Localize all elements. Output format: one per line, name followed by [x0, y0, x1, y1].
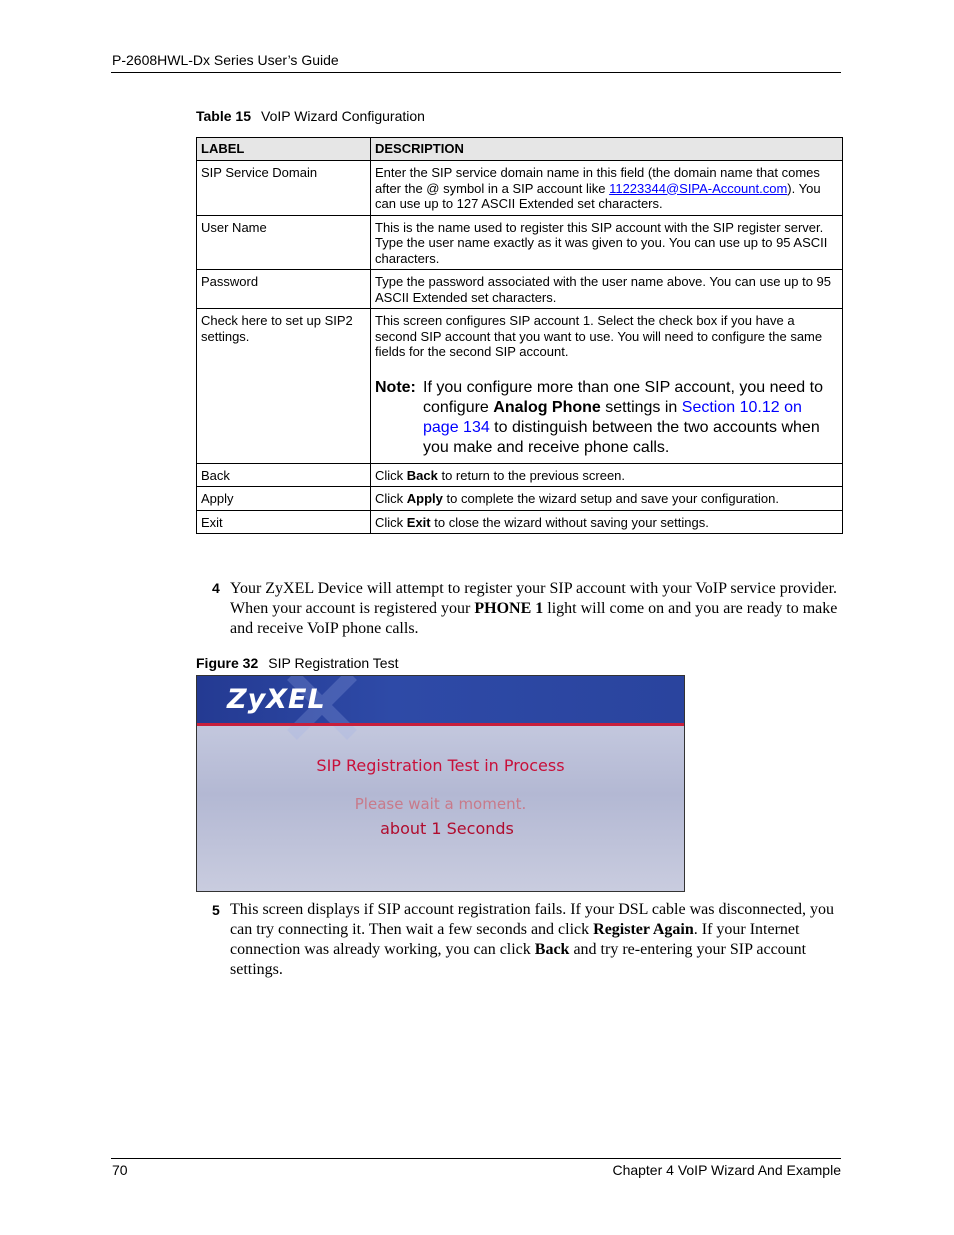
table-row [197, 161, 843, 216]
row-description: This is the name used to register this SIP account with the SIP register server. Type the user name exactly as it was given to you. You can use up to 95 ASCII characters. [371, 215, 843, 270]
table-row [197, 510, 843, 534]
table-row [197, 215, 843, 270]
row-label: User Name [197, 215, 371, 270]
elapsed-time: about 1 Seconds [380, 819, 514, 838]
header-rule [111, 72, 841, 73]
table-caption-number: Table 15 [196, 108, 251, 124]
footer-rule [111, 1158, 841, 1159]
row-description [371, 463, 843, 487]
row-description [371, 510, 843, 534]
row-label: Password [197, 270, 371, 309]
voip-wizard-table [196, 137, 843, 534]
banner-divider [197, 723, 684, 726]
row-description [371, 161, 843, 216]
description-text: Click [375, 467, 407, 483]
note-text [423, 378, 838, 458]
description-text: to complete the wizard setup and save your configuration. [442, 491, 779, 506]
table-caption [196, 108, 425, 124]
description-text: Enter the SIP service domain name in this field (the domain name that comes after the @ symbol in a SIP account like [375, 165, 820, 196]
note-block [375, 378, 838, 458]
description-text: Click [375, 514, 407, 530]
step-text: . If your Internet connection was already working, you can click [230, 921, 800, 958]
table-row [197, 487, 843, 511]
description-bold: Apply [406, 491, 443, 506]
description-text: to close the wizard without saving your settings. [430, 514, 709, 530]
figure-caption-number: Figure 32 [196, 655, 259, 671]
step-bold-term: PHONE 1 [474, 600, 544, 617]
figure-caption [196, 655, 398, 671]
row-label: Check here to set up SIP2 settings. [197, 309, 371, 464]
row-label: Apply [197, 487, 371, 511]
note-text-part: If you configure more than one SIP account, you need to configure [423, 378, 823, 416]
description-text: to return to the previous screen. [437, 467, 626, 483]
status-heading: SIP Registration Test in Process [316, 756, 565, 775]
row-label: Exit [197, 510, 371, 534]
step-4-paragraph [230, 579, 842, 639]
note-text-part: to distinguish between the two accounts when you make and receive phone calls. [423, 418, 820, 456]
row-description [371, 487, 843, 511]
sip-account-link[interactable]: 11223344@SIPA-Account.com [609, 180, 788, 196]
step-5-paragraph [230, 900, 842, 980]
description-bold: Exit [406, 514, 431, 530]
header-label: LABEL [197, 138, 371, 161]
page-number: 70 [112, 1162, 128, 1178]
row-description: Type the password associated with the user name above. You can use up to 95 ASCII Extended set characters. [371, 270, 843, 309]
wait-message: Please wait a moment. [354, 795, 527, 813]
note-bold-term: Analog Phone [493, 398, 601, 416]
step-text: light will come on and you are ready to make and receive VoIP phone calls. [230, 600, 838, 637]
note-label: Note: [375, 378, 416, 396]
table-row [197, 270, 843, 309]
description-text: Click [375, 491, 407, 506]
sip-registration-test-screenshot [196, 675, 685, 892]
table-row [197, 309, 843, 464]
note-text-part: settings in [600, 398, 682, 416]
zyxel-logo: ZyXEL [227, 684, 326, 715]
table-row [197, 463, 843, 487]
step-text: Your ZyXEL Device will attempt to register your SIP account with your VoIP service provider. When your account is registered your [230, 580, 838, 617]
row-label: Back [197, 463, 371, 487]
step-number: 4 [212, 580, 220, 596]
step-text: This screen displays if SIP account registration fails. If your DSL cable was disconnected, you can try connecting it. Then wait a few seconds and click [230, 901, 834, 938]
description-text: This screen configures SIP account 1. Select the check box if you have a second SIP account that you want to use. You will need to configure the same fields for the second SIP account. [375, 313, 823, 359]
description-text: ). You can use up to 127 ASCII Extended set characters. [375, 180, 821, 211]
description-bold: Back [406, 467, 438, 483]
table-caption-title: VoIP Wizard Configuration [261, 108, 425, 124]
chapter-title: Chapter 4 VoIP Wizard And Example [612, 1162, 841, 1178]
table-header-row [197, 138, 843, 161]
row-label: SIP Service Domain [197, 161, 371, 216]
section-cross-reference-link[interactable]: Section 10.12 on page 134 [423, 398, 802, 436]
page-header-title: P-2608HWL-Dx Series User’s Guide [112, 52, 339, 68]
step-number: 5 [212, 902, 220, 918]
step-bold-term: Register Again [593, 921, 694, 938]
row-description [371, 309, 843, 464]
brand-banner [197, 676, 684, 723]
step-bold-term: Back [534, 941, 570, 958]
step-text: and try re-entering your SIP account settings. [230, 941, 807, 978]
figure-caption-title: SIP Registration Test [268, 655, 399, 671]
header-description: DESCRIPTION [371, 138, 843, 161]
